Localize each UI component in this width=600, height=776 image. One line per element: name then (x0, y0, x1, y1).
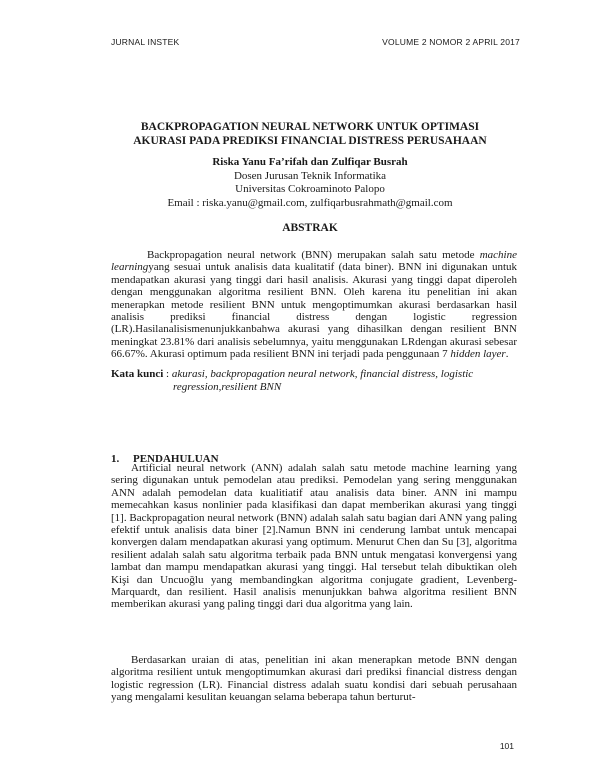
intro-paragraph-2: Berdasarkan uraian di atas, penelitian ini akan menerapkan metode BNN dengan algoritma resilient untuk mengoptimumkan akurasi dari prediksi financial distress dengan logistic regression (LR). Financial distress adalah suatu kondisi dari sebuah perusahaan yang mengalami kesulitan keuangan selama beberapa tahun berturut- (111, 654, 517, 704)
author-email: Email : riska.yanu@gmail.com, zulfiqarbusrahmath@gmail.com (167, 196, 453, 209)
keywords-block (111, 368, 517, 394)
abstract-body (111, 249, 517, 361)
abstract-text-2: yang sesuai untuk analisis data kualitatif (data biner). BNN ini digunakan untuk mendapatkan akurasi yang tinggi dari hasil analisis. Akurasi yang tinggi dapat diperoleh dengan menggunakan algoritma resilient BNN. Oleh karena itu penelitian ini akan menerapkan metode resilient BNN untuk mengoptimumkan akurasi berdasarkan hasil analisis prediksi financial distress dengan logistic regression (LR).Hasilanalisismenunjukkanbahwa akurasi yang dihasilkan dengan resilient BNN meningkat 23.81% dari analisis sebelumnya, yaitu menggunakan LRdengan akurasi sebesar 66.67%. Akurasi optimum pada resilient BNN ini terjadi pada penggunaan 7 (111, 261, 517, 361)
abstract-text-1: Backpropagation neural network (BNN) merupakan salah satu metode (147, 249, 480, 261)
author-affiliation-univ: Universitas Cokroaminoto Palopo (235, 183, 385, 195)
abstract-heading: ABSTRAK (282, 222, 338, 234)
volume-info: VOLUME 2 NOMOR 2 APRIL 2017 (382, 37, 520, 47)
keywords-label: Kata kunci (111, 368, 164, 380)
page-number: 101 (499, 741, 514, 751)
keywords-values-line-2: regression,resilient BNN (173, 381, 282, 393)
keywords-separator: : (163, 368, 172, 380)
abstract-term-machine-learning: machine learning (111, 249, 517, 274)
section-number: 1. (111, 453, 120, 465)
journal-name: JURNAL INSTEK (111, 37, 180, 47)
author-block (90, 156, 530, 210)
keywords-values-line-1: akurasi, backpropagation neural network, financial distress, logistic (171, 368, 474, 380)
abstract-text-end: . (505, 348, 509, 361)
paper-title (100, 120, 520, 148)
abstract-term-hidden-layer: hidden layer (450, 348, 506, 361)
section-title: PENDAHULUAN (133, 453, 219, 465)
intro-paragraph-1: Artificial neural network (ANN) adalah salah satu metode machine learning yang sering digunakan untuk pemodelan atau prediksi. Pemodelan yang sering menggunakan ANN adalah pemodelan data kualitiatif atau analisis data biner. ANN ini mampu memecahkan kasus nonlinier pada klasifikasi dan dapat memberikan akurasi yang tinggi [1]. Backpropagation neural network (BNN) adalah salah satu bagian dari ANN yang paling efektif untuk analisis data biner [2].Namun BNN ini cenderung lambat untuk mencapai konvergen dalam mendapatkan akurasi yang optimum. Menurut Chen dan Su [3], algoritma resilient adalah salah satu algoritma terbaik pada BNN untuk mengatasi konvergensi yang lambat dan mampu mendapatkan akurasi yang tinggi. Hal tersebut telah dibuktikan oleh Kişi dan Uncuoğlu yang membandingkan algoritma conjugate gradient, Levenberg-Marquardt, dan resilient. Hasil analisis menunjukkan bahwa algoritma resilient BNN memberikan akurasi yang paling tinggi dari dua algoritma yang lain. (111, 462, 517, 611)
author-names: Riska Yanu Fa’rifah dan Zulfiqar Busrah (212, 156, 408, 168)
author-affiliation-dept: Dosen Jurusan Teknik Informatika (233, 169, 387, 182)
title-line-2: AKURASI PADA PREDIKSI FINANCIAL DISTRESS PERUSAHAAN (133, 135, 487, 147)
title-line-1: BACKPROPAGATION NEURAL NETWORK UNTUK OPTIMASI (140, 121, 480, 133)
